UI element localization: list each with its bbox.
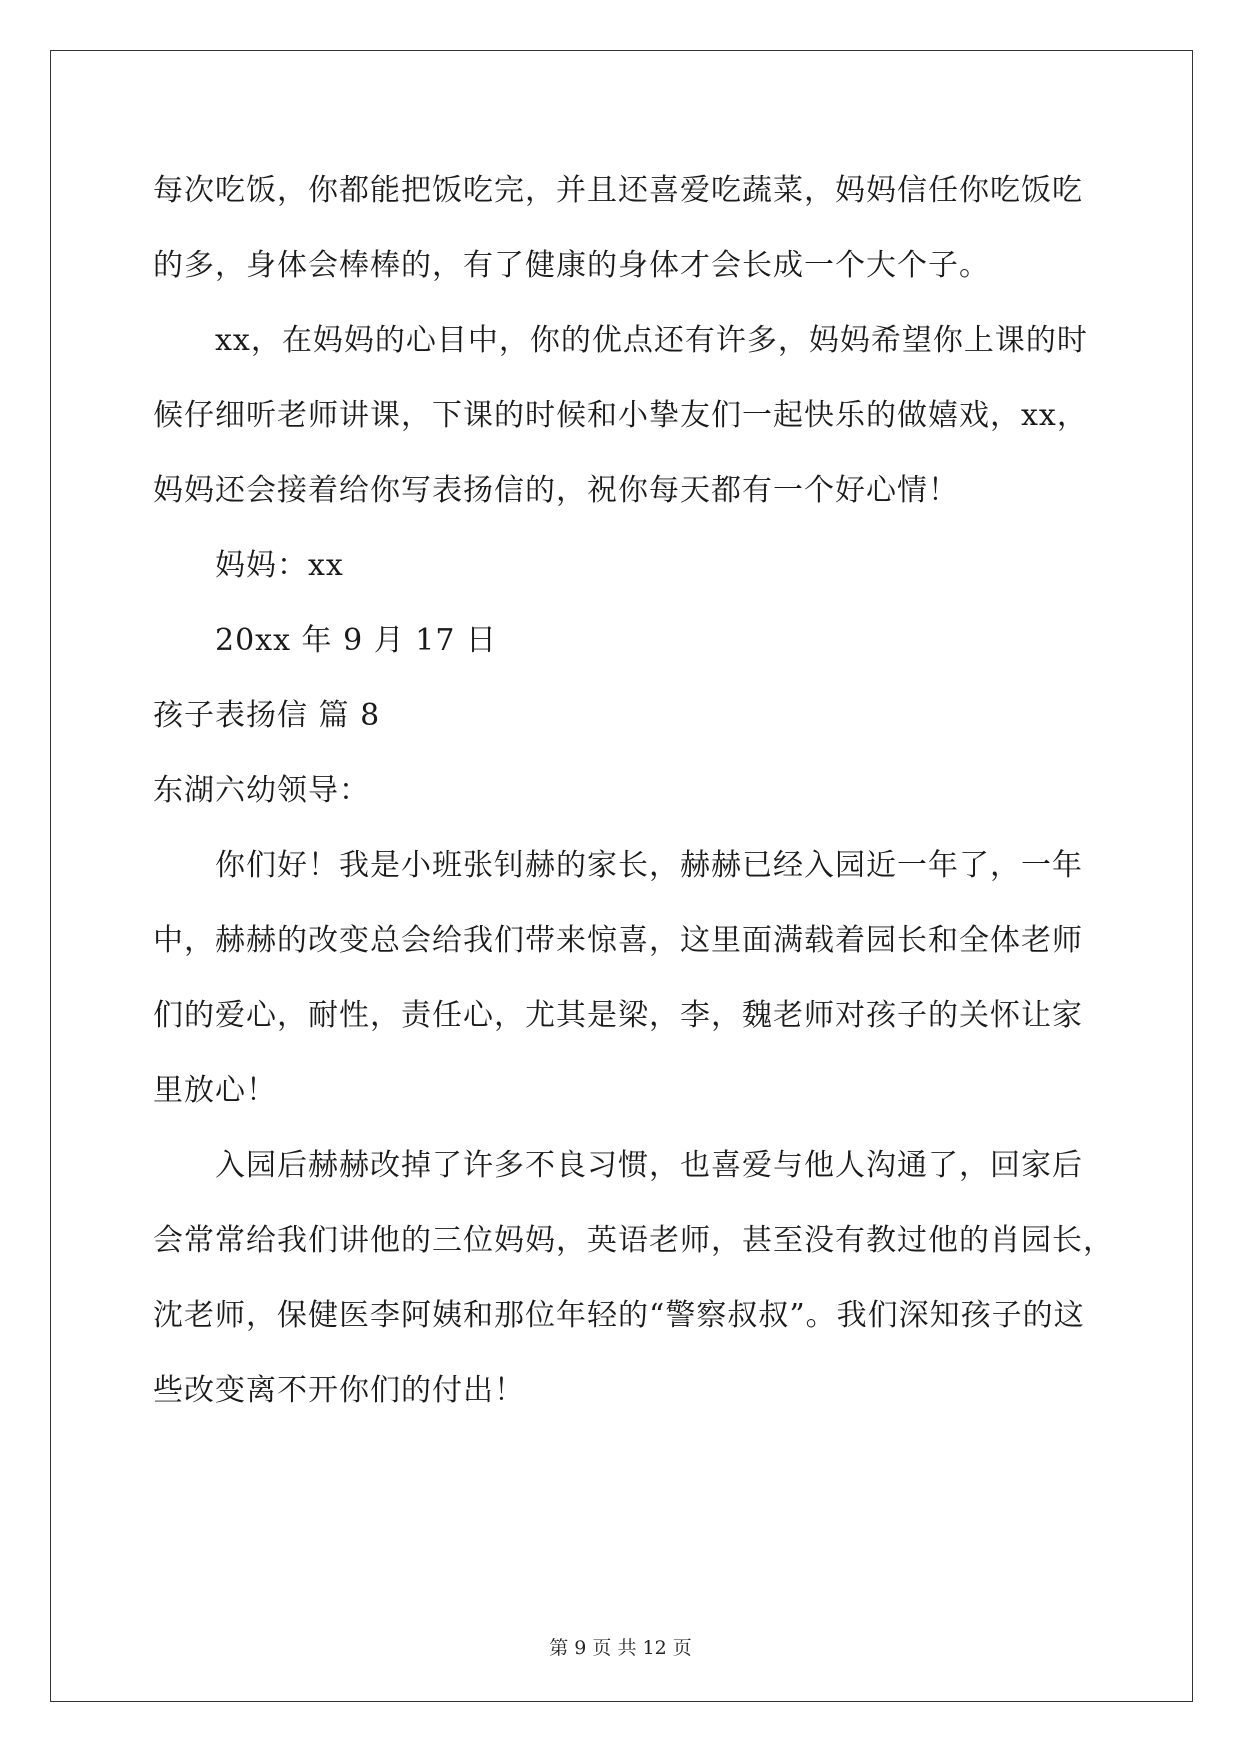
text-line-16: 沈老师，保健医李阿姨和那位年轻的“警察叔叔”。我们深知孩子的这: [153, 1298, 1085, 1333]
text-line-2: 的多，身体会棒棒的，有了健康的身体才会长成一个大个子。: [153, 248, 990, 283]
section-heading: 孩子表扬信 篇 8: [153, 698, 381, 733]
page-number: 第 9 页 共 12 页: [549, 1637, 692, 1659]
text-line-5: 妈妈还会接着给你写表扬信的，祝你每天都有一个好心情！: [153, 473, 959, 508]
text-line-10: 你们好！我是小班张钊赫的家长，赫赫已经入园近一年了，一年: [215, 848, 1083, 883]
text-line-15: 会常常给我们讲他的三位妈妈，英语老师，甚至没有教过他的肖园长，: [153, 1223, 1114, 1258]
text-line-3: xx，在妈妈的心目中，你的优点还有许多，妈妈希望你上课的时: [215, 323, 1088, 358]
text-line-14: 入园后赫赫改掉了许多不良习惯，也喜爱与他人沟通了，回家后: [215, 1148, 1083, 1183]
text-line-12: 们的爱心，耐性，责任心，尤其是梁，李，魏老师对孩子的关怀让家: [153, 998, 1083, 1033]
text-line-11: 中，赫赫的改变总会给我们带来惊喜，这里面满载着园长和全体老师: [153, 923, 1083, 958]
text-line-13: 里放心！: [153, 1073, 277, 1108]
signature-line: 妈妈：xx: [215, 548, 344, 583]
salutation: 东湖六幼领导：: [153, 773, 370, 808]
text-line-4: 候仔细听老师讲课，下课的时候和小挚友们一起快乐的做嬉戏，xx，: [153, 398, 1088, 433]
text-line-17: 些改变离不开你们的付出！: [153, 1373, 525, 1408]
date-line: 20xx 年 9 月 17 日: [215, 623, 497, 658]
text-line-1: 每次吃饭，你都能把饭吃完，并且还喜爱吃蔬菜，妈妈信任你吃饭吃: [153, 173, 1083, 208]
